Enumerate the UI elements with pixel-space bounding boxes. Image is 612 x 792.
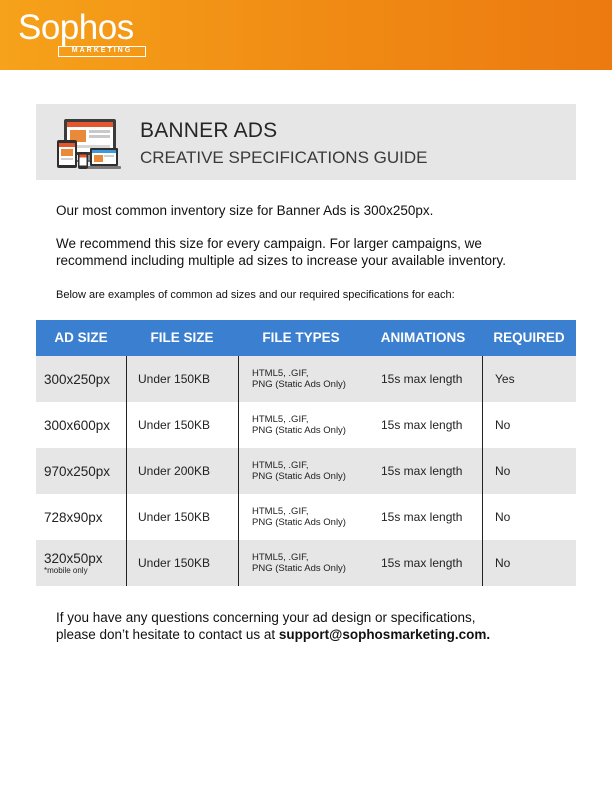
intro-line-3: Below are examples of common ad sizes and our required specifications for each: — [56, 289, 455, 301]
column-divider — [126, 402, 127, 448]
footer-contact-text: please don’t hesitate to contact us at — [56, 627, 279, 642]
support-email-link[interactable]: support@sophosmarketing.com. — [278, 627, 491, 642]
col-header-file-size: FILE SIZE — [150, 330, 214, 345]
table-row — [36, 402, 576, 448]
file-types-line-1: HTML5, .GIF, — [252, 413, 309, 425]
footer-line-2 — [56, 626, 490, 643]
intro-line-2a: We recommend this size for every campaign. For larger campaigns, we — [56, 236, 482, 251]
col-header-animations: ANIMATIONS — [380, 330, 466, 345]
intro-line-2b: recommend including multiple ad sizes to increase your available inventory. — [56, 253, 506, 268]
column-divider — [482, 402, 483, 448]
title-panel — [36, 104, 576, 180]
column-divider — [238, 448, 239, 494]
column-divider — [126, 356, 127, 402]
required-cell: No — [495, 556, 511, 570]
column-divider — [482, 494, 483, 540]
file-types-line-1: HTML5, .GIF, — [252, 459, 309, 471]
logo-wordmark: Sophos — [18, 8, 134, 47]
col-header-file-types: FILE TYPES — [262, 330, 340, 345]
file-types-line-2: PNG (Static Ads Only) — [252, 425, 346, 436]
col-header-required: REQUIRED — [493, 330, 565, 345]
logo-subtitle: MARKETING — [58, 46, 146, 57]
header-bar — [0, 0, 612, 70]
animations-cell: 15s max length — [381, 372, 463, 386]
ad-size-cell — [44, 540, 126, 586]
file-types-cell — [252, 494, 382, 540]
file-types-line-2: PNG (Static Ads Only) — [252, 471, 346, 482]
column-divider — [126, 448, 127, 494]
column-divider — [482, 356, 483, 402]
table-row — [36, 540, 576, 586]
animations-cell: 15s max length — [381, 510, 463, 524]
specs-table — [36, 320, 576, 586]
required-cell: No — [495, 464, 511, 478]
column-divider — [126, 540, 127, 586]
table-row — [36, 494, 576, 540]
column-divider — [238, 540, 239, 586]
column-divider — [238, 402, 239, 448]
ad-size-cell: 970x250px — [44, 463, 111, 479]
file-types-cell — [252, 402, 382, 448]
file-types-line-2: PNG (Static Ads Only) — [252, 563, 346, 574]
devices-icon — [56, 118, 124, 170]
file-size-cell: Under 150KB — [138, 510, 211, 524]
animations-cell: 15s max length — [381, 418, 463, 432]
file-types-line-1: HTML5, .GIF, — [252, 551, 309, 563]
file-size-cell: Under 150KB — [138, 372, 211, 386]
column-divider — [482, 540, 483, 586]
required-cell: Yes — [495, 372, 515, 386]
ad-size-value: 320x50px — [44, 551, 103, 566]
file-size-cell: Under 200KB — [138, 464, 211, 478]
ad-size-cell: 300x600px — [44, 417, 111, 433]
required-cell: No — [495, 418, 511, 432]
table-row — [36, 356, 576, 402]
file-types-cell — [252, 356, 382, 402]
file-size-cell: Under 150KB — [138, 418, 211, 432]
required-cell: No — [495, 510, 511, 524]
column-divider — [238, 494, 239, 540]
page-title: BANNER ADS — [140, 119, 278, 142]
file-types-line-1: HTML5, .GIF, — [252, 367, 309, 379]
mobile-only-note: *mobile only — [44, 566, 88, 575]
file-size-cell: Under 150KB — [138, 556, 211, 570]
animations-cell: 15s max length — [381, 556, 463, 570]
page-subtitle: CREATIVE SPECIFICATIONS GUIDE — [140, 148, 428, 167]
file-types-cell — [252, 448, 382, 494]
ad-size-cell: 728x90px — [44, 509, 103, 525]
animations-cell: 15s max length — [381, 464, 463, 478]
table-row — [36, 448, 576, 494]
sophos-logo[interactable] — [18, 8, 153, 56]
column-divider — [238, 356, 239, 402]
file-types-cell — [252, 540, 382, 586]
file-types-line-2: PNG (Static Ads Only) — [252, 379, 346, 390]
col-header-ad-size: AD SIZE — [54, 330, 108, 345]
footer-line-1: If you have any questions concerning your ad design or specifications, — [56, 610, 476, 625]
column-divider — [482, 448, 483, 494]
file-types-line-1: HTML5, .GIF, — [252, 505, 309, 517]
column-divider — [126, 494, 127, 540]
ad-size-cell: 300x250px — [44, 371, 111, 387]
intro-line-1: Our most common inventory size for Banner Ads is 300x250px. — [56, 203, 434, 218]
file-types-line-2: PNG (Static Ads Only) — [252, 517, 346, 528]
table-header — [36, 320, 576, 356]
